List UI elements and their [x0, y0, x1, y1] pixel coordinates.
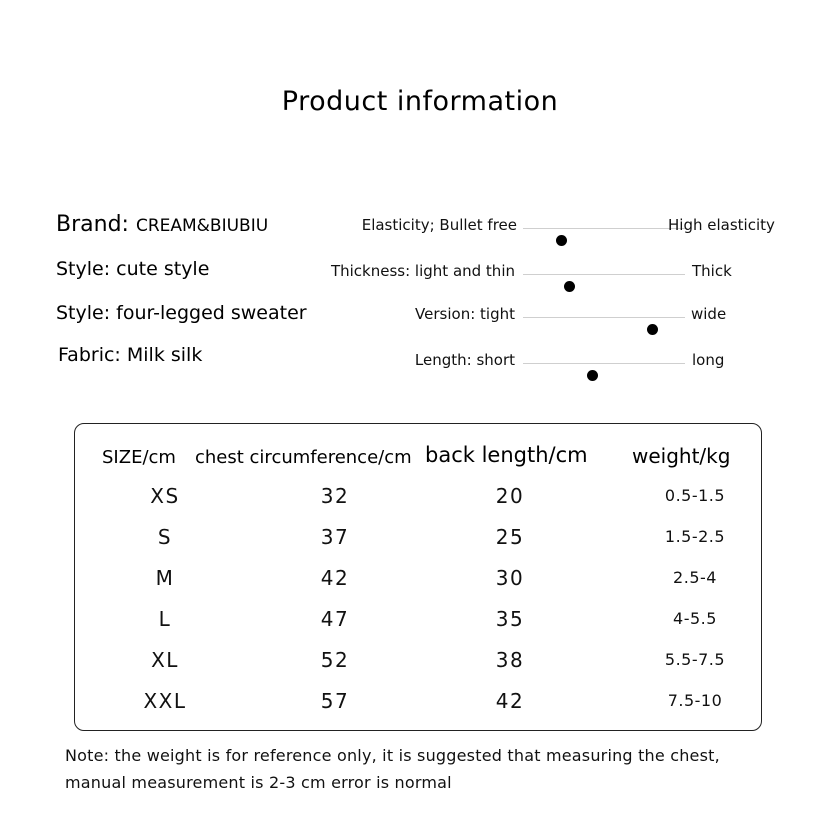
- brand-label: Brand:: [56, 212, 129, 237]
- thickness-indicator-dot: [564, 281, 575, 292]
- version-min-label: Version: tight: [415, 305, 515, 323]
- back-length-cell: 20: [495, 484, 525, 508]
- weight-cell: 7.5-10: [667, 691, 723, 710]
- length-scale: [0, 351, 840, 375]
- table-row: [75, 566, 763, 596]
- elasticity-max-label: High elasticity: [668, 216, 775, 234]
- elasticity-indicator-dot: [556, 235, 567, 246]
- version-scale: [0, 305, 840, 329]
- reference-note: [65, 742, 785, 796]
- chest-cell: 47: [320, 607, 350, 631]
- thickness-track: [523, 274, 685, 275]
- version-indicator-dot: [647, 324, 658, 335]
- back-length-cell: 42: [495, 689, 525, 713]
- size-cell: M: [155, 566, 175, 590]
- back-length-column-header: back length/cm: [425, 443, 588, 467]
- chest-cell: 37: [320, 525, 350, 549]
- style-label-1: Style:: [56, 258, 111, 280]
- size-cell: XS: [150, 484, 180, 508]
- elasticity-scale: [0, 216, 840, 240]
- table-row: [75, 484, 763, 514]
- weight-cell: 2.5-4: [673, 568, 717, 587]
- brand-value: CREAM&BIUBIU: [135, 216, 269, 236]
- back-length-cell: 30: [495, 566, 525, 590]
- back-length-cell: 35: [495, 607, 525, 631]
- back-length-cell: 25: [495, 525, 525, 549]
- weight-cell: 0.5-1.5: [664, 486, 726, 505]
- weight-column-header: weight/kg: [632, 444, 731, 468]
- weight-cell: 5.5-7.5: [664, 650, 726, 669]
- length-indicator-dot: [587, 370, 598, 381]
- style-value-1: cute style: [116, 258, 210, 280]
- weight-cell: 1.5-2.5: [664, 527, 726, 546]
- chest-cell: 57: [320, 689, 350, 713]
- size-cell: XXL: [143, 689, 187, 713]
- chest-cell: 32: [320, 484, 350, 508]
- size-cell: XL: [151, 648, 179, 672]
- elasticity-track: [523, 228, 685, 229]
- thickness-min-label: Thickness: light and thin: [330, 262, 515, 280]
- fabric-value: Milk silk: [126, 344, 203, 366]
- back-length-cell: 38: [495, 648, 525, 672]
- table-row: [75, 648, 763, 678]
- version-max-label: wide: [691, 305, 727, 323]
- chest-column-header: chest circumference/cm: [195, 447, 412, 468]
- weight-cell: 4-5.5: [673, 609, 717, 628]
- style-value-2: four-legged sweater: [116, 302, 307, 324]
- note-line-1: Note: the weight is for reference only, it is suggested that measuring the chest,: [65, 746, 720, 765]
- note-line-2: manual measurement is 2-3 cm error is normal: [65, 773, 452, 792]
- style-label-2: Style:: [56, 302, 111, 324]
- length-min-label: Length: short: [414, 351, 515, 369]
- fabric-label: Fabric:: [58, 344, 121, 366]
- table-row: [75, 525, 763, 555]
- page-title: Product information: [281, 86, 559, 117]
- size-cell: L: [158, 607, 172, 631]
- table-row: [75, 689, 763, 719]
- size-column-header: SIZE/cm: [102, 447, 176, 468]
- version-track: [523, 317, 685, 318]
- chest-cell: 42: [320, 566, 350, 590]
- thickness-max-label: Thick: [692, 262, 732, 280]
- length-track: [523, 363, 685, 364]
- elasticity-min-label: Elasticity; Bullet free: [361, 216, 517, 234]
- thickness-scale: [0, 262, 840, 286]
- size-cell: S: [157, 525, 173, 549]
- length-max-label: long: [692, 351, 725, 369]
- table-row: [75, 607, 763, 637]
- chest-cell: 52: [320, 648, 350, 672]
- size-chart-table: [74, 423, 762, 731]
